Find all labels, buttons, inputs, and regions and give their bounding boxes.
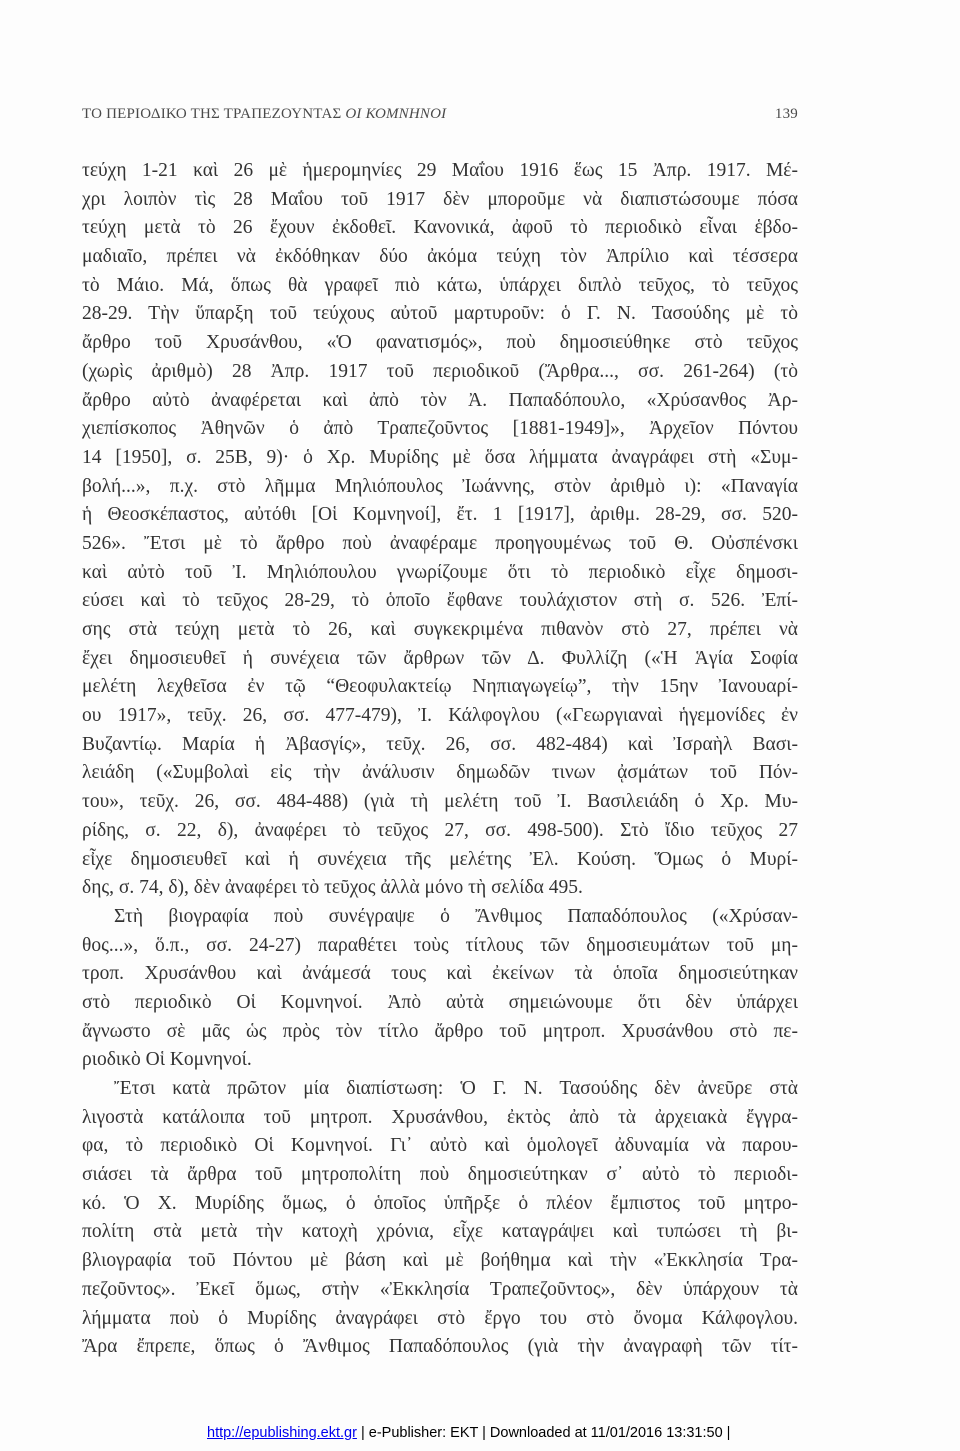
text-line: θος...», ὅ.π., σσ. 24-27) παραθέτει τοὺς τίτλους τῶν δημοσιευμάτων τοῦ μη- [82, 934, 798, 956]
text-line: Ἔτσι κατὰ πρῶτον μία διαπίστωση: Ὁ Γ. Ν. Τασούδης δὲν ἀνεῦρε στὰ [114, 1078, 798, 1099]
running-header-title-italic: ΟΙ ΚΟΜΝΗΝΟΙ [345, 106, 447, 122]
text-line: λήμματα ποὺ ὁ Μυρίδης ἀναγράφει στὸ ἔργο του στὸ ὄνομα Κάλφογλου. [82, 1307, 798, 1329]
text-line: ἔχει δημοσιευθεῖ ἡ συνέχεια τῶν ἄρθρων τῶν Δ. Φυλλίζη («Ἡ Ἁγία Σοφία [82, 647, 798, 669]
text-line: ριοδικὸ Οἱ Κομνηνοί. [82, 1049, 252, 1071]
text-line: 526». Ἔτσι μὲ τὸ ἄρθρο ποὺ ἀναφέραμε προηγουμένως τοῦ Θ. Οὐσπένσκι [82, 532, 798, 554]
text-line: δης, σ. 74, δ), δὲν ἀναφέρει τὸ τεῦχος ἀλλὰ μόνο τὴ σελίδα 495. [82, 877, 583, 899]
text-line: εύσει καὶ τὸ τεῦχος 28-29, τὸ ὁποῖο ἔφθανε τουλάχιστον στὴ σ. 526. Ἐπί- [82, 590, 798, 612]
text-line: λειάδη («Συμβολαὶ εἰς τὴν ἀνάλυσιν δημωδῶν τινων ᾀσμάτων τοῦ Πόν- [82, 762, 798, 784]
text-line: κό. Ὁ Χ. Μυρίδης ὅμως, ὁ ὁποῖος ὑπῆρξε ὁ πλέον ἔμπιστος τοῦ μητρο- [82, 1192, 798, 1214]
text-line: μαδιαῖο, πρέπει νὰ ἐκδόθηκαν δύο ἀκόμα τεύχη τὸν Ἀπρίλιο καὶ τέσσερα [82, 246, 798, 268]
text-line: τροπ. Χρυσάνθου καὶ ἀνάμεσά τους καὶ ἐκείνων τὰ ὁποῖα δημοσιεύτηκαν [82, 963, 798, 985]
text-line: 14 [1950], σ. 25Β, 9)· ὁ Χρ. Μυρίδης μὲ ὅσα λήμματα ἀναγράφει στὴ «Συμ- [82, 446, 798, 468]
text-line: τὸ Μάιο. Μά, ὅπως θὰ γραφεῖ πιὸ κάτω, ὑπάρχει διπλὸ τεῦχος, τὸ τεῦχος [82, 274, 798, 296]
text-line: ἡ Θεοσκέπαστος, αὐτόθι [Οἱ Κομνηνοί], ἔτ. 1 [1917], ἀριθμ. 28-29, σσ. 520- [82, 504, 798, 526]
text-line: του», τεῦχ. 26, σσ. 484-488) (γιὰ τὴ μελέτη τοῦ Ἰ. Βασιλειάδη ὁ Χρ. Μυ- [82, 791, 798, 813]
text-line: βολή...», π.χ. στὸ λῆμμα Μηλιόπουλος Ἰωάννης, στὸν ἀριθμὸ ι): «Παναγία [82, 475, 798, 497]
text-line: ἄρθρο αὐτὸ ἀναφέρεται καὶ ἀπὸ τὸν Ἀ. Παπαδόπουλο, «Χρύσανθος Ἀρ- [82, 389, 798, 411]
publisher-link[interactable]: http://epublishing.ekt.gr [207, 1425, 357, 1441]
running-header-title-prefix: ΤΟ ΠΕΡΙΟΔΙΚΟ ΤΗΣ ΤΡΑΠΕΖΟΥΝΤΑΣ [82, 106, 346, 122]
running-header-title [82, 106, 446, 123]
text-line: πεζοῦντος». Ἐκεῖ ὅμως, στὴν «Ἐκκλησία Τραπεζοῦντος», δὲν ὑπάρχουν τὰ [82, 1278, 798, 1300]
text-line: ἄρθρο τοῦ Χρυσάνθου, «Ὁ φανατισμός», ποὺ δημοσιεύθηκε στὸ τεῦχος [82, 332, 798, 354]
text-line: τεύχη 1-21 καὶ 26 μὲ ἡμερομηνίες 29 Μαΐου 1916 ἕως 15 Ἀπρ. 1917. Μέ- [82, 160, 798, 181]
page-number: 139 [774, 106, 798, 122]
text-line: ρίδης, σ. 22, δ), ἀναφέρει τὸ τεῦχος 27, σσ. 498-500). Στὸ ἴδιο τεῦχος 27 [82, 819, 798, 841]
text-line: Βυζαντίῳ. Μαρία ἡ Ἀβασγίς», τεῦχ. 26, σσ. 482-484) καὶ Ἰσραὴλ Βασι- [82, 733, 798, 755]
text-line: σιάσει τὰ ἄρθρα τοῦ μητροπολίτη ποὺ δημοσιεύτηκαν σ᾽ αὐτὸ τὸ περιοδι- [82, 1164, 798, 1186]
text-line: χρι λοιπὸν τὶς 28 Μαΐου τοῦ 1917 δὲν μποροῦμε νὰ διαπιστώσουμε πόσα [82, 188, 798, 210]
text-line: καὶ αὐτὸ τοῦ Ἰ. Μηλιόπουλου γνωρίζουμε ὅτι τὸ περιοδικὸ εἶχε δημοσι- [82, 561, 798, 583]
text-line: (χωρὶς ἀριθμὸ) 28 Ἀπρ. 1917 τοῦ περιοδικοῦ (Ἄρθρα..., σσ. 261-264) (τὸ [82, 360, 798, 382]
running-header [82, 106, 798, 128]
text-line: ου 1917», τεῦχ. 26, σσ. 477-479), Ἰ. Κάλφογλου («Γεωργιαναὶ ἡγεμονίδες ἐν [82, 705, 798, 727]
text-line: 28-29. Τὴν ὕπαρξη τοῦ τεύχους αὐτοῦ μαρτυροῦν: ὁ Γ. Ν. Τασούδης μὲ τὸ [82, 303, 798, 325]
text-line: βλιογραφία τοῦ Πόντου μὲ βάση καὶ μὲ βοήθημα καὶ τὴν «Ἐκκλησία Τρα- [82, 1250, 798, 1272]
text-line: πολίτη στὰ μετὰ τὴν κατοχὴ χρόνια, εἶχε καταγράψει καὶ τυπώσει τὴ βι- [82, 1221, 798, 1243]
text-line: στὸ περιοδικὸ Οἱ Κομνηνοί. Ἀπὸ αὐτὰ σημειώνουμε ὅτι δὲν ὑπάρχει [82, 991, 798, 1013]
text-line: Στὴ βιογραφία ποὺ συνέγραψε ὁ Ἄνθιμος Παπαδόπουλος («Χρύσαν- [114, 905, 798, 927]
download-footer [207, 1425, 730, 1441]
body-text [82, 157, 798, 1362]
text-line: φα, τὸ περιοδικὸ Οἱ Κομνηνοί. Γι᾽ αὐτὸ καὶ ὁμολογεῖ ἀδυναμία νὰ παρου- [82, 1135, 798, 1157]
text-line: Ἄρα ἔπρεπε, ὅπως ὁ Ἄνθιμος Παπαδόπουλος (γιὰ τὴν ἀναγραφὴ τῶν τίτ- [82, 1336, 798, 1358]
text-line: ἄγνωστο σὲ μᾶς ὡς πρὸς τὸν τίτλο ἄρθρο τοῦ μητροπ. Χρυσάνθου στὸ πε- [82, 1020, 798, 1042]
text-line: μελέτη λεχθεῖσα ἐν τῷ “Θεοφυλακτείῳ Νηπιαγωγείῳ”, τὴν 15ην Ἰανουαρί- [82, 676, 798, 698]
text-line: τεύχη μετὰ τὸ 26 ἔχουν ἐκδοθεῖ. Κανονικά, ἀφοῦ τὸ περιοδικὸ εἶναι ἑβδο- [82, 217, 798, 239]
text-line: σης στὰ τεύχη μετὰ τὸ 26, καὶ συγκεκριμένα πιθανὸν στὸ 27, πρέπει νὰ [82, 619, 798, 640]
text-line: εἶχε δημοσιευθεῖ καὶ ἡ συνέχεια τῆς μελέτης Ἐλ. Κούση. Ὅμως ὁ Μυρί- [82, 848, 798, 870]
text-line: λιγοστὰ κατάλοιπα τοῦ μητροπ. Χρυσάνθου, ἐκτὸς ἀπὸ τὰ ἀρχειακὰ ἔγγρα- [82, 1106, 798, 1128]
footer-info: | e-Publisher: EKT | Downloaded at 11/01/2016 13:31:50 | [356, 1425, 731, 1441]
text-line: χιεπίσκοπος Ἀθηνῶν ὁ ἀπὸ Τραπεζοῦντος [1881-1949]», Ἀρχεῖον Πόντου [82, 418, 798, 440]
